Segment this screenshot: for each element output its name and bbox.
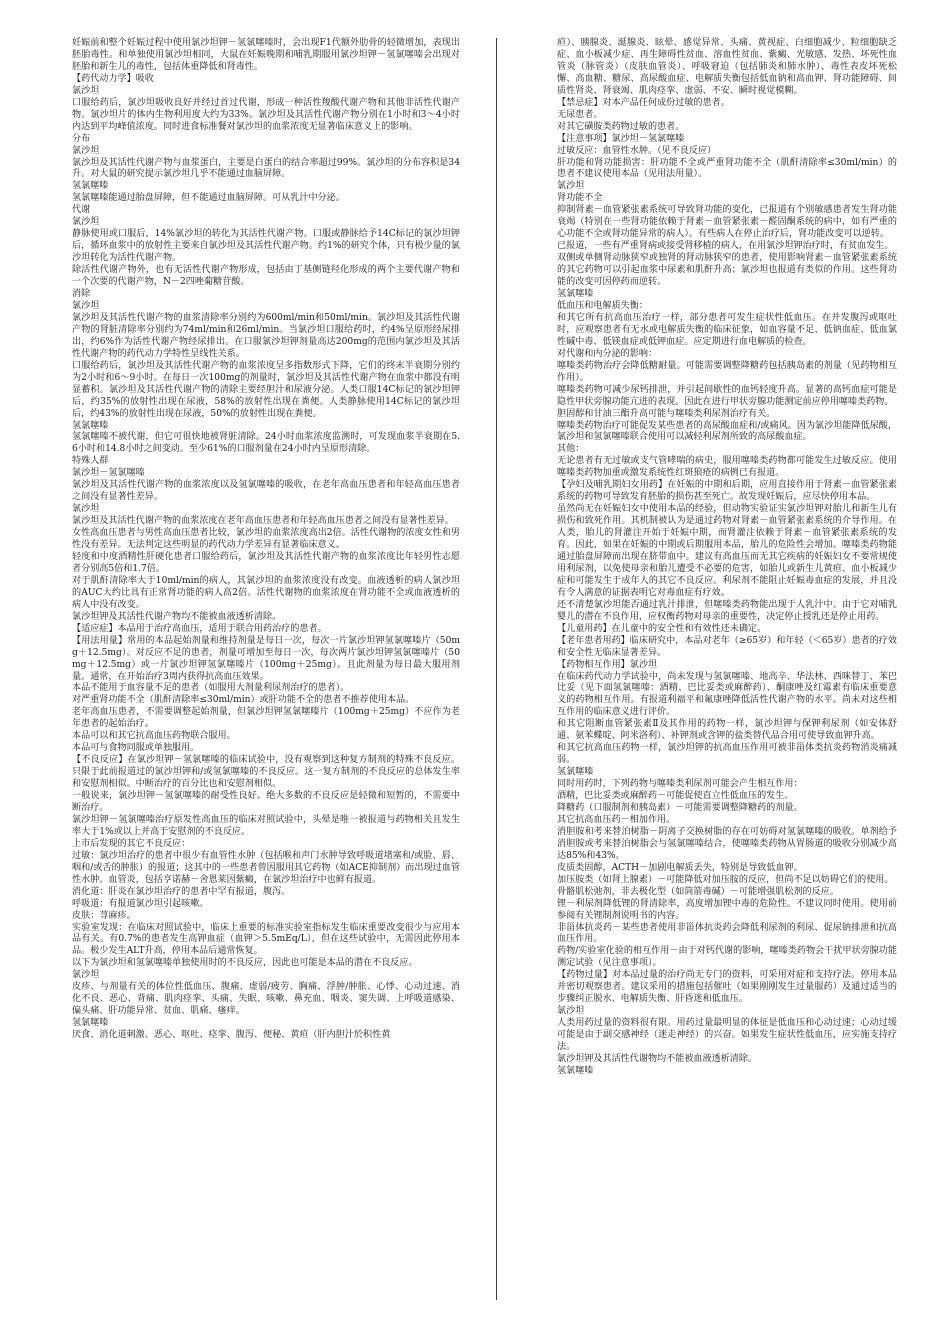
paragraph: 过敏：氯沙坦治疗的患者中很少有血管性水肿（包括喉和声门水肿导致呼吸道堵塞和/或脸、唇、咽和/或舌的肿胀）的报道；这其中的一些患者曾因服用其它药物（如ACE抑制剂）而出现过血管性水肿。血管炎，包括亨诺赫－舍恩莱因紫癜，在氯沙坦治疗中也鲜有报道。 xyxy=(72,850,460,885)
paragraph: 【药物过量】对本品过量的治疗尚无专门的资料，可采用对症和支持疗法。停用本品并密切观察患者。建议采用的措施包括催吐（如果刚刚发生过量服药）及通过适当的步骤纠正脱水、电解质失衡、肝昏迷和低血压。 xyxy=(557,970,897,1005)
paragraph: 人类用药过量的资料很有限。用药过量最明显的体征是低血压和心动过速；心动过缓可能是由于副交感神经（迷走神经）的兴奋。如果发生症状性低血压，应实施支持疗法。 xyxy=(557,1018,897,1053)
right-text-column xyxy=(557,38,897,1078)
paragraph: 分布 xyxy=(72,133,91,144)
left-text-column xyxy=(72,38,460,1042)
paragraph: 胆固醇和甘油三酯升高可能与噻嗪类利尿剂治疗有关。 xyxy=(557,408,776,419)
paragraph: 氯沙坦 xyxy=(72,145,100,156)
paragraph: 非甾体抗炎药－某些患者使用非甾体抗炎药会降低利尿剂的利尿、促尿钠排泄和抗高血压作用。 xyxy=(557,922,897,945)
paragraph: 除活性代谢产物外，也有无活性代谢产物形成，包括由丁基侧链羟化形成的两个主要代谢产物和一个次要的代谢产物，N－2四唑葡糖苷酸。 xyxy=(72,265,460,288)
paragraph: 对代谢和内分泌的影响： xyxy=(557,348,658,359)
paragraph: 妊娠前和整个妊娠过程中使用氯沙坦钾－氢氯噻嗪时，会出现F1代额外肋骨的轻微增加，表现出胚胎毒性。和单独使用氯沙坦相同，大鼠在妊娠晚期和哺乳期服用氯沙坦钾－氢氯噻嗪会出现对胚胎和新生儿的毒性，包括体重降低和肾毒性。 xyxy=(72,38,460,72)
paragraph: 轻度和中度酒精性肝硬化患者口服给药后，氯沙坦及其活性代谢产物的血浆浓度比年轻男性志愿者分别高5倍和1.7倍。 xyxy=(72,551,460,574)
paragraph: 以下为氯沙坦和氢氯噻嗪单独使用时的不良反应，因此也可能是本品的潜在不良反应。 xyxy=(72,958,418,969)
paragraph: 在临床药代动力学试验中，尚未发现与氢氯噻嗪、地高辛、华法林、西咪替丁、苯巴比妥（见下面氢氯噻嗪：酒精、巴比妥类或麻醉药）、酮康唑及红霉素有临床重要意义的药物相互作用。有报道利福平和氟康唑降低活性代谢产物的水平。尚未对这些相互作用的临床意义进行评价。 xyxy=(557,671,897,718)
paragraph: 消除 xyxy=(72,289,91,300)
paragraph: 氯沙坦 xyxy=(72,217,100,228)
paragraph: 口服给药后，氯沙坦及其活性代谢产物的血浆浓度呈多指数形式下降，它们的终末半衰期分别约为2小时和6～9小时。在每日一次100mg的剂量时，氯沙坦及其活性代谢产物在血浆中都没有明显蓄积。氯沙坦及其活性代谢产物的清除主要经胆汁和尿液分泌。人类口服14C标记的氯沙坦钾后，约35%的放射性出现在尿液，58%的放射性出现在粪便。人类静脉使用14C标记的氯沙坦后，约43%的放射性出现在尿液，50%的放射性出现在粪便。 xyxy=(72,360,460,419)
paragraph: 氢氯噻嗪 xyxy=(557,289,594,300)
column-divider xyxy=(496,38,497,1300)
paragraph: 氯沙坦 xyxy=(557,181,585,192)
paragraph: 氢氯噻嗪 xyxy=(72,1018,109,1029)
paragraph: 【注意事项】氯沙坦－氢氯噻嗪 xyxy=(557,133,685,144)
paragraph: 疸）、胰腺炎、涎腺炎、眩晕、感觉异常、头痛、黄视症、白细胞减少、粒细胞缺乏症、血小板减少症、再生障碍性贫血、溶血性贫血、紫癜、光敏感、发热、坏死性血管炎（脉管炎）（皮肤血管炎）、呼吸窘迫（包括肺炎和肺水肿）、毒性表皮坏死松懈、高血糖、糖尿、高尿酸血症、电解质失衡包括低血钠和高血钾、肾功能障碍、间质性肾炎、肾衰竭、肌肉痉挛、虚弱、不安、瞬时视觉模糊。 xyxy=(557,38,897,96)
paragraph: 皮肤：荨麻疹。 xyxy=(72,910,136,921)
paragraph: 一般说来，氯沙坦钾－氢氯噻嗪的耐受性良好。绝大多数的不良反应是轻微和短暂的，不需要中断治疗。 xyxy=(72,791,460,813)
paragraph: 锂－利尿剂降低锂的肾清除率，高度增加锂中毒的危险性。不建议同时使用。使用前参阅有关锂制剂说明书的内容。 xyxy=(557,898,897,921)
paragraph: 上市后发现的其它不良反应： xyxy=(72,838,191,849)
paragraph: 特殊人群 xyxy=(72,456,109,467)
paragraph: 肾功能不全 xyxy=(557,193,603,204)
paragraph: 厌食、消化道刺激、恶心、呕吐、痉挛、腹泻、便秘、黄疸（肝内胆汁於积性黄 xyxy=(72,1030,391,1041)
paragraph: 和其它阻断血管紧张素Ⅱ及其作用的药物一样，氯沙坦钾与保钾利尿剂（如安体舒通、氨苯蝶啶、阿米洛利）、补钾剂或含钾的盐类替代品合用可使导致血钾升高。 xyxy=(557,719,897,742)
paragraph: 双侧或单侧肾动脉狭窄或独肾的肾动脉狭窄的患者，使用影响肾素－血管紧张素系统的其它药物可以引起血浆中尿素和肌酐升高；氯沙坦也报道有类似的作用。这些肾功能的改变可因停药而逆转。 xyxy=(557,253,897,288)
paragraph: 抑制肾素－血管紧张素系统可导致肾功能的变化，已报道有个别敏感患者发生肾功能衰竭（特别在一些肾功能依赖于肾素－血管紧张素－醛固酮系统的病中，如有严重的心功能不全或肾功能异常的病人）。有些病人在停止治疗后，肾功能改变可以逆转。 xyxy=(557,205,897,240)
paragraph: 虽然尚无在妊娠妇女中使用本品的经验，但动物实验证实氯沙坦钾对胎儿和新生儿有损伤和致死作用。其机制被认为是通过药物对肾素－血管紧张素系统的介导作用。在人类，胎儿的肾灌注开始于妊娠中期，而肾灌注依赖于肾素－血管紧张素系统的发育。因此，如果在妊娠的中期或后期服用本品，胎儿的危险性会增加。噻嗪类药物能通过胎盘屏障而出现在脐带血中。建议有高血压而无其它疾病的妊娠妇女不要常规使用利尿剂，以免使母亲和胎儿遭受不必要的危害，如胎儿或新生儿黄疸、血小板减少症和可能发生于成年人的其它不良反应。利尿剂不能阻止妊娠毒血症的发展，并且没有令人满意的证据表明它对毒血症有疗效。 xyxy=(557,504,897,598)
paragraph: 【药物相互作用】氯沙坦 xyxy=(557,659,658,670)
paragraph: 对严重肾功能不全（肌酐清除率≤30ml/min）或肝功能不全的患者不推荐使用本品。 xyxy=(72,695,415,706)
paragraph: 氯沙坦及其活性代谢产物的血浆浓度在老年高血压患者和年轻高血压患者之间没有显著性差异。 xyxy=(72,516,454,527)
paragraph: 氢氯噻嗪不被代谢，但它可很快地被肾脏清除。24小时血浆浓度监测时，可发现血浆半衰期在5.6小时和14.8小时之间变动。至少61%的口服剂量在24小时内呈原形清除。 xyxy=(72,432,460,455)
paragraph: 氯沙坦 xyxy=(72,85,100,96)
paragraph: 降糖药（口服制剂和胰岛素）－可能需要调整降糖药的剂量。 xyxy=(557,803,803,813)
paragraph: 氯沙坦钾及其活性代谢产物均不能被血液透析清除。 xyxy=(72,611,282,622)
paragraph: 酒精，巴比妥类或麻醉药－可能促使直立性低血压的发生。 xyxy=(557,791,794,802)
paragraph: 代谢 xyxy=(72,205,91,216)
paragraph: 同时用药时，下列药物与噻嗪类利尿剂可能会产生相互作用： xyxy=(557,779,803,790)
paragraph: 【禁忌症】对本产品任何成份过敏的患者。 xyxy=(557,97,730,108)
paragraph: 和其它抗高血压药物一样，氯沙坦钾的抗高血压作用可被非甾体类抗炎药物消炎痛减弱。 xyxy=(557,743,897,766)
paragraph: 氢氯噻嗪 xyxy=(72,181,109,192)
paragraph: 氯沙坦及其活性代谢产物的血浆浓度以及氢氯噻嗪的吸收，在老年高血压患者和年轻高血压患者之间没有显著性差异。 xyxy=(72,480,460,503)
paragraph: 【适应症】本品用于治疗高血压，适用于联合用药治疗的患者。 xyxy=(72,623,327,634)
paragraph: 和其它所有抗高血压治疗一样，部分患者可发生症状性低血压。在并发腹泻或呕吐时，应观察患者有无水或电解质失衡的临床征象，如血容量不足、低钠血症、低血氯性碱中毒、低镁血症或低钾血症。应定期进行血电解质的检查。 xyxy=(557,312,897,347)
paragraph: 药物/实验室化验的相互作用－由于对钙代谢的影响，噻嗪类药物会干扰甲状旁腺功能测定试验（见注意事项）。 xyxy=(557,946,897,969)
paragraph: 还不清楚氯沙坦能否通过乳汁排泄，但噻嗪类药物能出现于人乳汁中。由于它对哺乳婴儿的潜在不良作用，应权衡药物对母亲的重要性，决定停止授乳还是停止用药。 xyxy=(557,599,897,622)
paragraph: 已报道，一些有严重肾病或接受肾移植的病人，在用氯沙坦钾治疗时，有贫血发生。 xyxy=(557,241,894,252)
paragraph: 【儿童用药】在儿童中的安全性和有效性还未确定。 xyxy=(557,623,767,634)
paragraph: 噻嗪类药物治疗会降低糖耐量。可能需要调整降糖药包括胰岛素的剂量（见药物相互作用）。 xyxy=(557,360,897,383)
paragraph: 肝功能和肾功能损害：肝功能不全或严重肾功能不全（肌酐清除率≤30ml/min）的患者不建议使用本品（见用法用量）。 xyxy=(557,157,897,180)
paragraph: 本品可以和其它抗高血压药物联合服用。 xyxy=(72,731,236,742)
paragraph: 对于肌酐清除率大于10ml/min的病人，其氯沙坦的血浆浓度没有改变。血液透析的病人氯沙坦的AUC大约比具有正常肾功能的病人高2倍。活性代谢物的血浆浓度在肾功能不全或血液透析的病人中没有改变。 xyxy=(72,575,460,610)
paragraph: 噻嗪类药物治疗可能促发某些患者的高尿酸血症和/或痛风。因为氯沙坦能降低尿酸，氯沙坦和氢氯噻嗪联合使用可以减轻利尿剂所致的高尿酸血症。 xyxy=(557,420,897,443)
paragraph: 对其它磺胺类药物过敏的患者。 xyxy=(557,121,685,132)
paragraph: 骨骼肌松弛剂，非去极化型（如筒箭毒碱）－可能增强肌松剂的反应。 xyxy=(557,886,839,897)
paragraph: 氢氯噻嗪能通过胎盘屏障，但不能通过血脑屏障。可从乳汁中分泌。 xyxy=(72,193,345,204)
paragraph: 本品可与食物同服或单独服用。 xyxy=(72,743,200,754)
paragraph: 女性高血压患者与男性高血压患者比较，氯沙坦的血浆浓度高出2倍。活性代谢物的浓度女性和男性没有差异。无法判定这些明显的药代动力学差异有显著临床意义。 xyxy=(72,528,460,551)
paragraph: 氯沙坦钾－氢氯噻嗪治疗原发性高血压的临床对照试验中，头晕是唯一被报道与药物相关且发生率大于1%或以上并高于安慰剂的不良反应。 xyxy=(72,814,460,837)
paragraph: 无尿患者。 xyxy=(557,109,603,120)
paragraph: 【不良反应】在氯沙坦钾－氢氯噻嗪的临床试验中，没有观察到这种复方制剂的特殊不良反应。只限于此前报道过的氯沙坦钾和/或氢氯噻嗪的不良反应。这一复方制剂的不良反应的总体发生率和安慰剂相似。中断治疗的百分比也和安慰剂相似。 xyxy=(72,755,460,790)
paragraph: 氯沙坦－氢氯噻嗪 xyxy=(72,468,145,479)
paragraph: 氯沙坦 xyxy=(72,300,100,311)
paragraph: 【孕妇及哺乳期妇女用药】在妊娠的中期和后期，应用直接作用于肾素－血管紧张素系统的药物可导致发育胚胎的损伤甚至死亡。故发现妊娠后，应尽快停用本品。 xyxy=(557,480,897,503)
paragraph: 氯沙坦 xyxy=(557,1006,585,1017)
paragraph: 低血压和电解质失衡： xyxy=(557,300,648,311)
paragraph: 过敏反应：血管性水肿。（见不良反应） xyxy=(557,145,717,156)
paragraph: 其他： xyxy=(557,444,585,455)
paragraph: 消胆胺和考来替泊树脂－阴离子交换树脂的存在可妨碍对氢氯噻嗪的吸收。单剂给予消胆胺或考来替泊树脂会与氢氯噻嗪结合，使噻嗪类药物从胃肠道的吸收分别减少高达85%和43%。 xyxy=(557,826,897,861)
paragraph: 呼吸道：有报道氯沙坦引起咳嗽。 xyxy=(72,898,209,909)
paragraph: 无论患者有无过敏或支气管哮喘的病史，服用噻嗪类药物都可能发生过敏反应。使用噻嗪类药物加重或激发系统性红斑狼疮的病例已有报道。 xyxy=(557,456,897,479)
paragraph: 氯沙坦 xyxy=(72,970,100,981)
paragraph: 【老年患者用药】临床研究中，本品对老年（≥65岁）和年轻（＜65岁）患者的疗效和安全性无临床显著差异。 xyxy=(557,635,897,658)
paragraph: 本品不能用于血容量不足的患者（如服用大剂量利尿剂治疗的患者）。 xyxy=(72,683,350,694)
paragraph: 皮质类固醇，ACTH－加剧电解质丢失，特别是导致低血钾。 xyxy=(557,862,803,873)
paragraph: 氢氯噻嗪 xyxy=(557,1065,594,1076)
paragraph: 氯沙坦及其活性代谢产物的血浆清除率分别约为600ml/min和50ml/min。氯沙坦及其活性代谢产物的肾脏清除率分别约为74ml/min和26ml/min。当氯沙坦口服给药时，约4%呈原形经尿排出，约6%作为活性代谢产物经尿排出。在口服氯沙坦钾剂量高达200mg的范围内氯沙坦及其活性代谢产物的药代动力学特性呈线性关系。 xyxy=(72,312,460,359)
paragraph: 【药代动力学】吸收 xyxy=(72,73,154,84)
paragraph: 静脉使用或口服后，14%氯沙坦的转化为其活性代谢产物。口服或静脉给予14C标记的氯沙坦钾后，循环血浆中的放射性主要来自氯沙坦及其活性代谢产物。约1%的研究个体，只有极少量的氯沙坦转化为活性代谢产物。 xyxy=(72,229,460,264)
paragraph: 【用法用量】常用的本品起始剂量和维持剂量是每日一次，每次一片氯沙坦钾氢氯噻嗪片（50mg＋12.5mg）。对反应不足的患者，剂量可增加至每日一次，每次两片氯沙坦钾氢氯噻嗪片（50mg＋12.5mg）或一片氯沙坦钾氢氯噻嗪片（100mg＋25mg）。且此剂量为每日最大服用剂量。通常，在开始治疗3周内获得抗高血压效果。 xyxy=(72,635,460,682)
paragraph: 消化道：肝炎在氯沙坦治疗的患者中罕有报道，腹泻。 xyxy=(72,886,291,897)
paragraph: 氯沙坦钾及其活性代谢物均不能被血液透析清除。 xyxy=(557,1054,758,1065)
paragraph: 氢氯噻嗪 xyxy=(72,420,109,431)
paragraph: 其它抗高血压药－相加作用。 xyxy=(557,814,676,825)
paragraph: 口服给药后，氯沙坦吸收良好并经过首过代谢，形成一种活性羧酸代谢产物和其他非活性代谢产物。氯沙坦片的体内生物利用度大约为33%。氯沙坦及其活性代谢产物分别在1小时和3～4小时内达到平均峰值浓度。同时进食标准餐对氯沙坦的血浆浓度无显著临床意义上的影响。 xyxy=(72,97,460,132)
paragraph: 噻嗪类药物可减少尿钙排泄，并引起间歇性的血钙轻度升高。显著的高钙血症可能是隐性甲状旁腺功能亢进的表现。因此在进行甲状旁腺功能测定前应停用噻嗪类药物。 xyxy=(557,384,897,407)
paragraph: 氯沙坦及其活性代谢产物与血浆蛋白，主要是白蛋白的结合率超过99%。氯沙坦的分布容积是34升。对大鼠的研究提示氯沙坦几乎不能通过血脑屏障。 xyxy=(72,157,460,180)
paragraph: 老年高血压患者，不需要调整起始剂量，但氯沙坦钾氢氯噻嗪片（100mg＋25mg）不应作为老年患者的起始治疗。 xyxy=(72,707,460,730)
paragraph: 氯沙坦 xyxy=(72,504,100,515)
paragraph: 加压胺类（如肾上腺素）－可能降低对加压胺的反应，但尚不足以妨碍它们的使用。 xyxy=(557,874,894,885)
paragraph: 实验室发现：在临床对照试验中，临床上重要的标准实验室指标发生临床重要改变很少与应用本品有关。有0.7%的患者发生高钾血症（血钾＞5.5mEq/L），但在这些试验中，无需因此停用本品。极少发生ALT升高，停用本品后通常恢复。 xyxy=(72,922,460,957)
paragraph: 皮疹、与剂量有关的体位性低血压、腹痛、虚弱/疲劳、胸痛、浮肿/肿胀、心悸、心动过速、消化不良、恶心、背痛、肌肉痉挛、头痛、失眠、咳嗽、鼻充血、咽炎、窦失调、上呼吸道感染、偏头痛、肝功能异常、贫血、肌痛、瘙痒。 xyxy=(72,982,460,1017)
paragraph: 氢氯噻嗪 xyxy=(557,767,594,778)
